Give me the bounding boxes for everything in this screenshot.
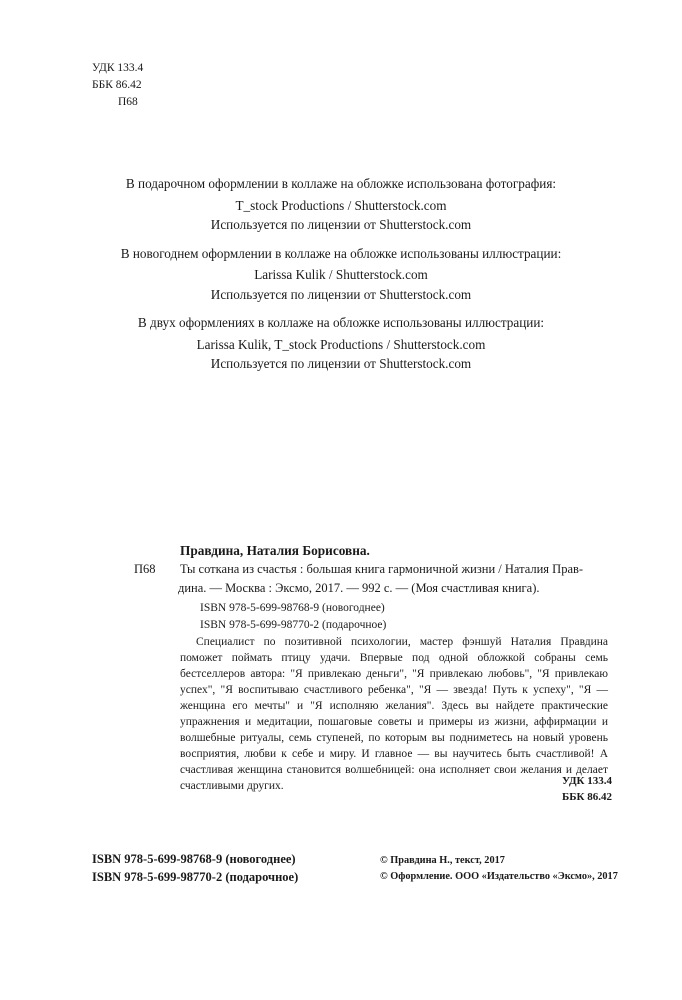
footer-isbn: ISBN 978-5-699-98768-9 (новогоднее) <box>92 852 296 866</box>
annotation-text: Специалист по позитивной психологии, мастер фэншуй Наталия Правдина поможет поймать птицу удачи. Впервые под одной обложкой собраны семь бестселлеров автора: "Я привлекаю деньги", "Я привлекаю любовь", "Я привлекаю успех", "Я воспитываю счастливого ребенка", "Я — звезда! Путь к успеху", "Я — женщина его мечты" и "Я исполняю желания". Здесь вы найдете практические упражнения и медитации, пошаговые советы и примеры из жизни, аффирмации и волшебные ритуалы, семь ступеней, по которым вы подниметесь на новый уровень восприятия, любви к себе и миру. И главное — вы научитесь быть счастливой! А счастливая женщина становится волшебницей: она исполняет свои желания и делает счастливыми других. <box>180 636 608 792</box>
copyright-line: © Правдина Н., текст, 2017 <box>380 855 505 866</box>
catalog-bbk: ББК 86.42 <box>561 791 612 803</box>
credit-license: Используется по лицензии от Shutterstock.com <box>210 356 472 371</box>
catalog-description-line: дина. — Москва : Эксмо, 2017. — 992 с. — (Моя счастливая книга). <box>178 580 540 595</box>
credit-heading: В подарочном оформлении в коллаже на обложке использована фотография: <box>125 176 557 191</box>
catalog-isbn-list <box>200 600 386 634</box>
copyright-line: © Оформление. ООО «Издательство «Эксмо», 2017 <box>380 871 618 882</box>
footer-isbn-block <box>92 850 298 886</box>
footer-isbn: ISBN 978-5-699-98770-2 (подарочное) <box>92 870 299 884</box>
credit-group <box>0 174 682 235</box>
classification-block <box>92 60 143 111</box>
bbk-code: ББК 86.42 <box>92 79 142 91</box>
credit-license: Используется по лицензии от Shutterstock.com <box>210 217 472 232</box>
catalog-author: Правдина, Наталия Борисовна. <box>180 543 370 558</box>
catalog-description-line: Ты соткана из счастья : большая книга гармоничной жизни / Наталия Прав- <box>180 562 584 576</box>
catalog-author-sign: П68 <box>134 562 156 576</box>
copyright-block <box>380 853 618 885</box>
credit-heading: В двух оформлениях в коллаже на обложке использованы иллюстрации: <box>137 315 545 330</box>
author-sign: П68 <box>118 96 138 108</box>
credit-heading: В новогоднем оформлении в коллаже на обложке использованы иллюстрации: <box>120 245 562 261</box>
cover-credits <box>0 174 682 383</box>
catalog-description <box>180 560 610 597</box>
udk-code: УДК 133.4 <box>92 62 144 74</box>
catalog-classification <box>562 773 612 805</box>
catalog-udk: УДК 133.4 <box>561 775 612 787</box>
credit-license: Используется по лицензии от Shutterstock.com <box>210 286 472 302</box>
credit-group <box>0 244 682 305</box>
catalog-isbn: ISBN 978-5-699-98770-2 (подарочное) <box>200 619 387 631</box>
credit-group <box>0 313 682 374</box>
catalog-isbn: ISBN 978-5-699-98768-9 (новогоднее) <box>200 602 385 614</box>
annotation <box>180 634 608 794</box>
credit-source: T_stock Productions / Shutterstock.com <box>235 197 447 213</box>
credit-source: Larissa Kulik / Shutterstock.com <box>254 267 428 282</box>
credit-source: Larissa Kulik, T_stock Productions / Shutterstock.com <box>196 336 486 352</box>
